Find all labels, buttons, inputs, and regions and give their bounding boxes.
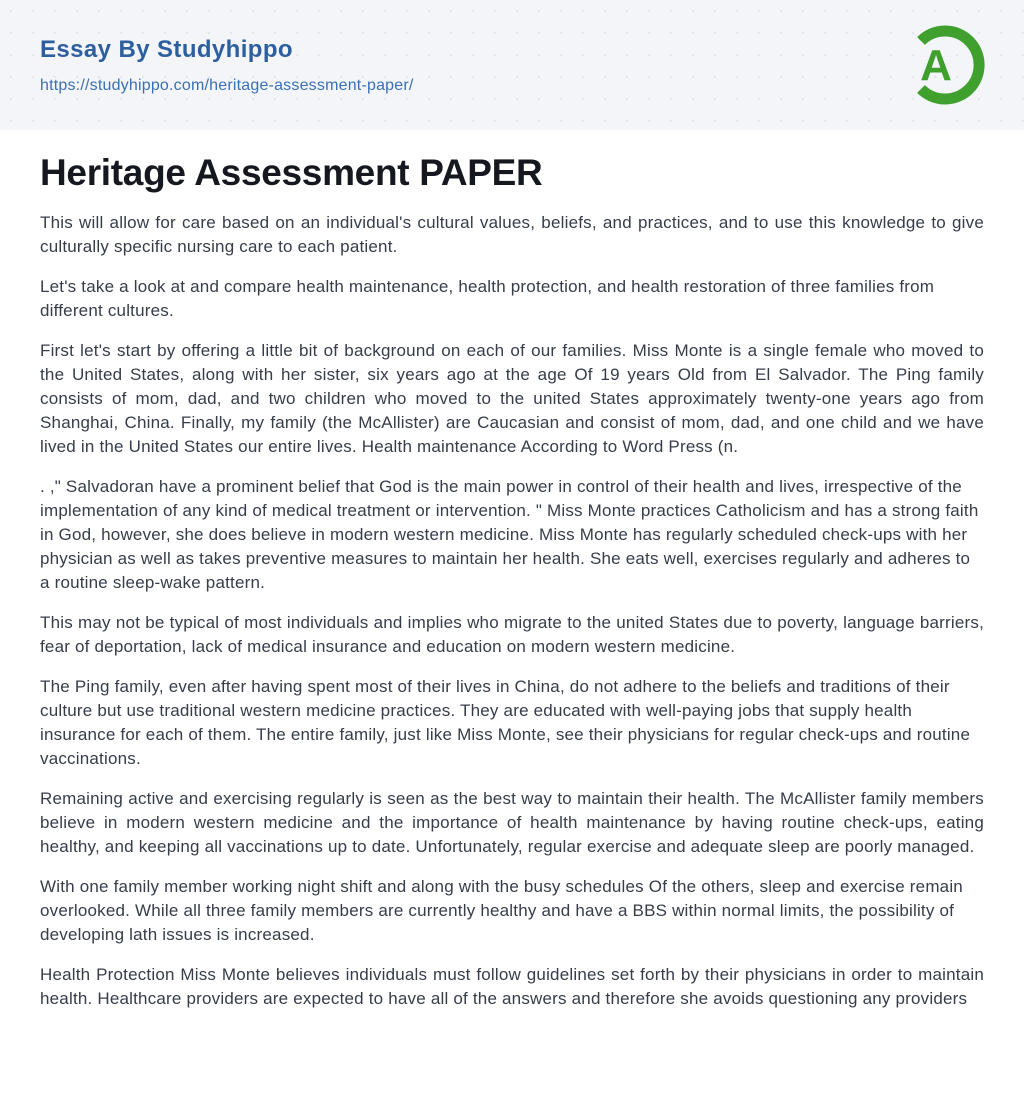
header-text-block	[40, 36, 414, 95]
logo-letter: A	[920, 41, 952, 90]
article-paragraph: Let's take a look at and compare health maintenance, health protection, and health restoration of three families from different cultures.	[40, 276, 935, 320]
article-paragraph: Health Protection Miss Monte believes individuals must follow guidelines set forth by their physicians in order to maintain health. Healthcare providers are expected to have all of the answers and therefore she avoids questioning any providers	[40, 964, 984, 1008]
article-paragraph: With one family member working night shift and along with the busy schedules Of the others, sleep and exercise remain overlooked. While all three family members are currently healthy and have a BBS within normal limits, the possibility of developing lath issues is increased.	[40, 876, 963, 944]
article-paragraph: This may not be typical of most individuals and implies who migrate to the united States due to poverty, language barriers, fear of deportation, lack of medical insurance and education on modern western medicine.	[40, 612, 984, 656]
site-title-link[interactable]: Essay By Studyhippo	[40, 35, 293, 63]
article-paragraph: The Ping family, even after having spent most of their lives in China, do not adhere to the beliefs and traditions of their culture but use traditional western medicine practices. They are educated with well-paying jobs that supply health insurance for each of them. The entire family, just like Miss Monte, see their physicians for regular check-ups and routine vaccinations.	[40, 676, 971, 768]
site-header	[0, 0, 1024, 130]
article-paragraph: Remaining active and exercising regularly is seen as the best way to maintain their health. The McAllister family members believe in modern western medicine and the importance of health maintenance by having routine check-ups, eating healthy, and keeping all vaccinations up to date. Unfortunately, regular exercise and adequate sleep are poorly managed.	[40, 788, 984, 856]
logo-ring-icon	[904, 24, 986, 106]
article-content	[0, 154, 1024, 1011]
page-url-link[interactable]: https://studyhippo.com/heritage-assessment-paper/	[40, 76, 414, 94]
article-paragraph: . ," Salvadoran have a prominent belief that God is the main power in control of their health and lives, irrespective of the implementation of any kind of medical treatment or intervention. " Miss Monte practices Catholicism and has a strong faith in God, however, she does believe in modern western medicine. Miss Monte has regularly scheduled check-ups with her physician as well as takes preventive measures to maintain her health. She eats well, exercises regularly and adheres to a routine sleep-wake pattern.	[40, 476, 979, 592]
studyhippo-logo[interactable]	[904, 24, 986, 106]
article-paragraph: This will allow for care based on an individual's cultural values, beliefs, and practices, and to use this knowledge to give culturally specific nursing care to each patient.	[40, 212, 984, 256]
page-title: Heritage Assessment PAPER	[40, 152, 543, 193]
article-paragraph: First let's start by offering a little bit of background on each of our families. Miss Monte is a single female who moved to the United States, along with her sister, six years ago at the age Of 19 years Old from El Salvador. The Ping family consists of mom, dad, and two children who moved to the united States approximately twenty-one years ago from Shanghai, China. Finally, my family (the McAllister) are Caucasian and consist of mom, dad, and one child and we have lived in the United States our entire lives. Health maintenance According to Word Press (n.	[40, 340, 984, 456]
